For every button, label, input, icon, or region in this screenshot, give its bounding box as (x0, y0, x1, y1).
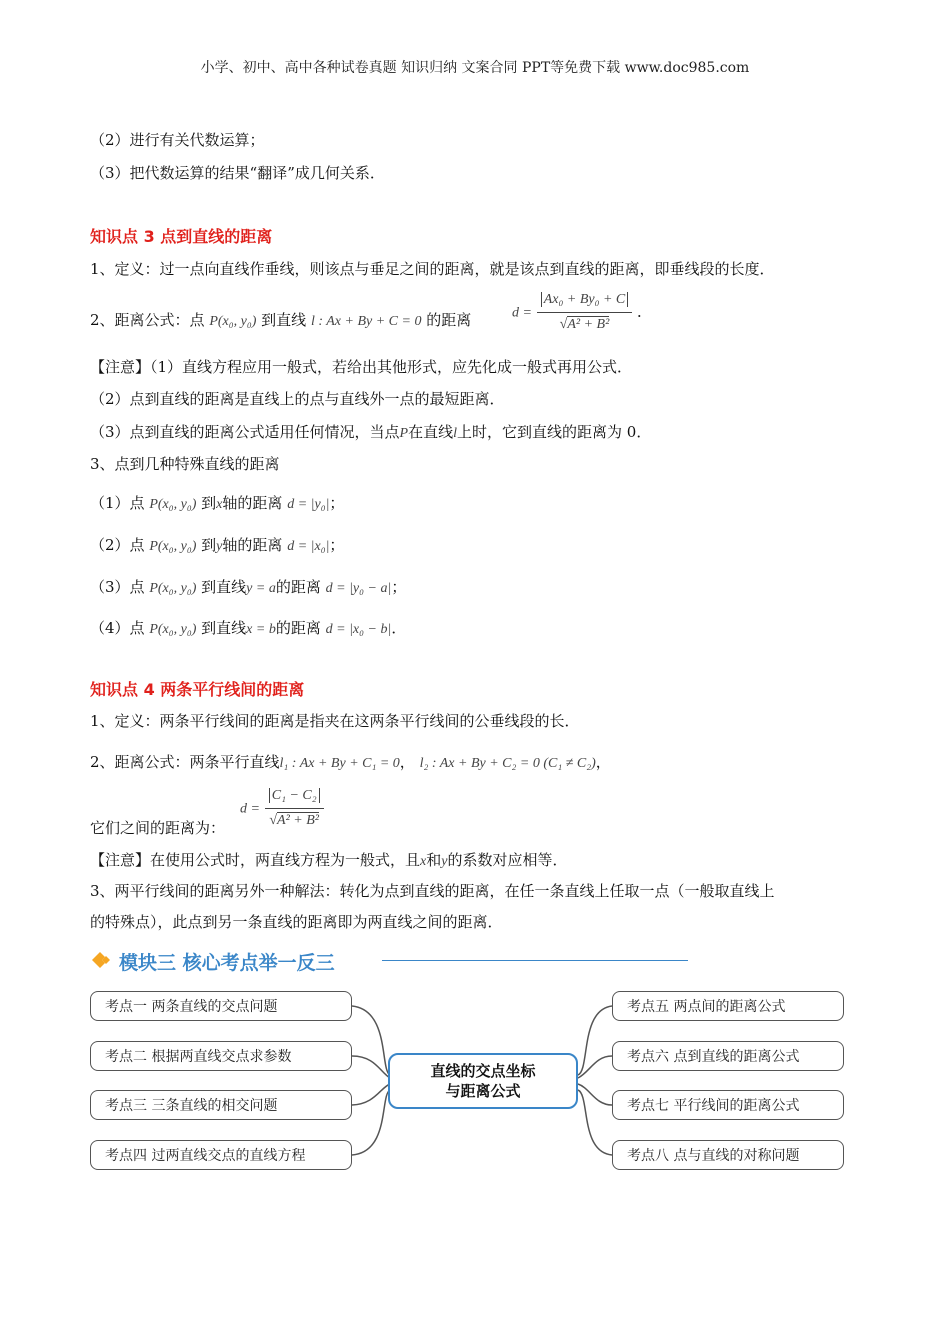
kp3-formula-mid1: 到直线 (261, 311, 307, 329)
kp4-note-and: 和 (426, 851, 442, 869)
kp3-special-title: 3、点到几种特殊直线的距离 (90, 455, 280, 473)
mindmap-node-right-1: 考点五 两点间的距离公式 (612, 991, 844, 1021)
special-4-point: P(x₀, y₀) (149, 622, 197, 637)
kp3-note-3-l: l (453, 426, 458, 441)
mindmap-center-line-1: 直线的交点坐标 (430, 1062, 536, 1080)
mindmap-node-left-1: 考点一 两条直线的交点问题 (90, 991, 352, 1021)
mindmap-center-node (388, 1053, 578, 1109)
page-header: 小学、初中、高中各种试卷真题 知识归纳 文案合同 PPT等免费下载 www.doc985.com (200, 60, 750, 76)
special-3-tail: 的距离 (275, 578, 321, 596)
mindmap-node-left-3: 考点三 三条直线的相交问题 (90, 1090, 352, 1120)
special-1-end: ； (329, 494, 345, 512)
kp4-l1: l₁ : Ax + By + C₁ = 0 (279, 756, 400, 771)
kp3-note-3-c: 上时，它到直线的距离为 0． (457, 423, 652, 441)
mindmap-node-left-2: 考点二 根据两直线交点求参数 (90, 1041, 352, 1071)
kp3-note-3-b: 在直线 (408, 423, 454, 441)
kp4-between: 它们之间的距离为： (90, 819, 226, 837)
kp3-point: P(x₀, y₀) (209, 314, 257, 329)
mindmap-node-right-4: 考点八 点与直线的对称问题 (612, 1140, 844, 1170)
kp4-title: 知识点 4 两条平行线间的距离 (90, 680, 305, 699)
special-1-point: P(x₀, y₀) (149, 497, 197, 512)
special-2-to: 到 (201, 536, 217, 554)
special-2-end: ； (329, 536, 345, 554)
special-4-axis: x = b (246, 622, 276, 637)
intro-item-3: （3）把代数运算的结果“翻译”成几何关系． (90, 164, 385, 182)
kp3-line-equation: l : Ax + By + C = 0 (310, 314, 422, 329)
special-4-to: 到直线 (201, 619, 247, 637)
kp3-note-3-a: （3）点到直线的距离公式适用任何情况，当点 (90, 423, 400, 441)
kp3-formula-end: ． (637, 302, 653, 321)
kp4-numerator: C₁ − C₂ (269, 788, 320, 803)
kp3-note-1: 【注意】（1）直线方程应用一般式，若给出其他形式，应先化成一般式再用公式． (90, 358, 633, 376)
special-2-tail: 轴的距离 (222, 536, 283, 554)
special-1-to: 到 (201, 494, 217, 512)
kp4-definition: 1、定义：两条平行线间的距离是指夹在这两条平行线间的公垂线段的长． (90, 712, 580, 730)
special-1-axis: x (216, 497, 223, 512)
kp4-fraction: $\frac{\text{C₁ − C₂}}{\text{√A² + B²}}$ (265, 786, 324, 831)
special-3-label: （3）点 (90, 578, 145, 596)
kp3-title: 知识点 3 点到直线的距离 (90, 227, 273, 246)
mindmap-node-left-4: 考点四 过两直线交点的直线方程 (90, 1140, 352, 1170)
special-1-formula: d = |y₀| (287, 497, 330, 512)
special-3-end: ； (391, 578, 407, 596)
kp4-method-2: 的特殊点），此点到另一条直线的距离即为两直线之间的距离． (90, 913, 503, 931)
special-1-tail: 轴的距离 (222, 494, 283, 512)
kp3-numerator: Ax₀ + By₀ + C (541, 292, 629, 307)
kp4-note-y: y (441, 854, 448, 869)
kp4-end: ， (595, 753, 611, 771)
kp4-note-b: 的系数对应相等． (447, 851, 568, 869)
module-title: 模块三 核心考点举一反三 (119, 952, 335, 974)
special-3-axis: y = a (246, 581, 276, 596)
kp3-formula-prefix: 2、距离公式：点 (90, 311, 205, 329)
kp4-note-x: x (420, 854, 427, 869)
special-2-label: （2）点 (90, 536, 145, 554)
special-1-label: （1）点 (90, 494, 145, 512)
kp3-formula-mid2: 的距离 (426, 311, 472, 329)
kp3-definition: 1、定义：过一点向直线作垂线，则该点与垂足之间的距离，就是该点到直线的距离，即垂线段的长度． (90, 260, 775, 278)
kp4-comma: ， (399, 753, 415, 771)
special-4-tail: 的距离 (275, 619, 321, 637)
kp3-d-lhs: d = (512, 305, 532, 321)
kp3-fraction: $\frac{\text{Ax₀ + By₀ + C}}{\text{√A² + B²}}$ (537, 290, 633, 335)
special-2-point: P(x₀, y₀) (149, 539, 197, 554)
intro-item-2: （2）进行有关代数运算； (90, 131, 265, 149)
special-2-formula: d = |x₀| (287, 539, 330, 554)
mindmap-node-right-2: 考点六 点到直线的距离公式 (612, 1041, 844, 1071)
special-4-end: ． (391, 619, 407, 637)
kp3-note-3-p: P (399, 426, 409, 441)
kp4-formula-prefix: 2、距离公式：两条平行直线 (90, 753, 280, 771)
special-3-to: 到直线 (201, 578, 247, 596)
mindmap-center-line-2: 与距离公式 (445, 1082, 521, 1100)
kp3-note-2: （2）点到直线的距离是直线上的点与直线外一点的最短距离． (90, 390, 505, 408)
special-4-formula: d = |x₀ − b| (325, 622, 392, 637)
special-2-axis: y (216, 539, 223, 554)
kp4-note-a: 【注意】在使用公式时，两直线方程为一般式，且 (90, 851, 421, 869)
special-3-point: P(x₀, y₀) (149, 581, 197, 596)
mindmap-node-right-3: 考点七 平行线间的距离公式 (612, 1090, 844, 1120)
kp4-denominator: A² + B² (277, 813, 319, 828)
kp4-l2: l₂ : Ax + By + C₂ = 0 (C₁ ≠ C₂) (419, 756, 596, 771)
kp4-d-lhs: d = (240, 801, 260, 817)
special-4-label: （4）点 (90, 619, 145, 637)
kp3-denominator: A² + B² (567, 317, 610, 332)
special-3-formula: d = |y₀ − a| (325, 581, 392, 596)
kp4-method-1: 3、两平行线间的距离另外一种解法：转化为点到直线的距离，在任一条直线上任取一点（一般取直线上 (90, 882, 775, 900)
